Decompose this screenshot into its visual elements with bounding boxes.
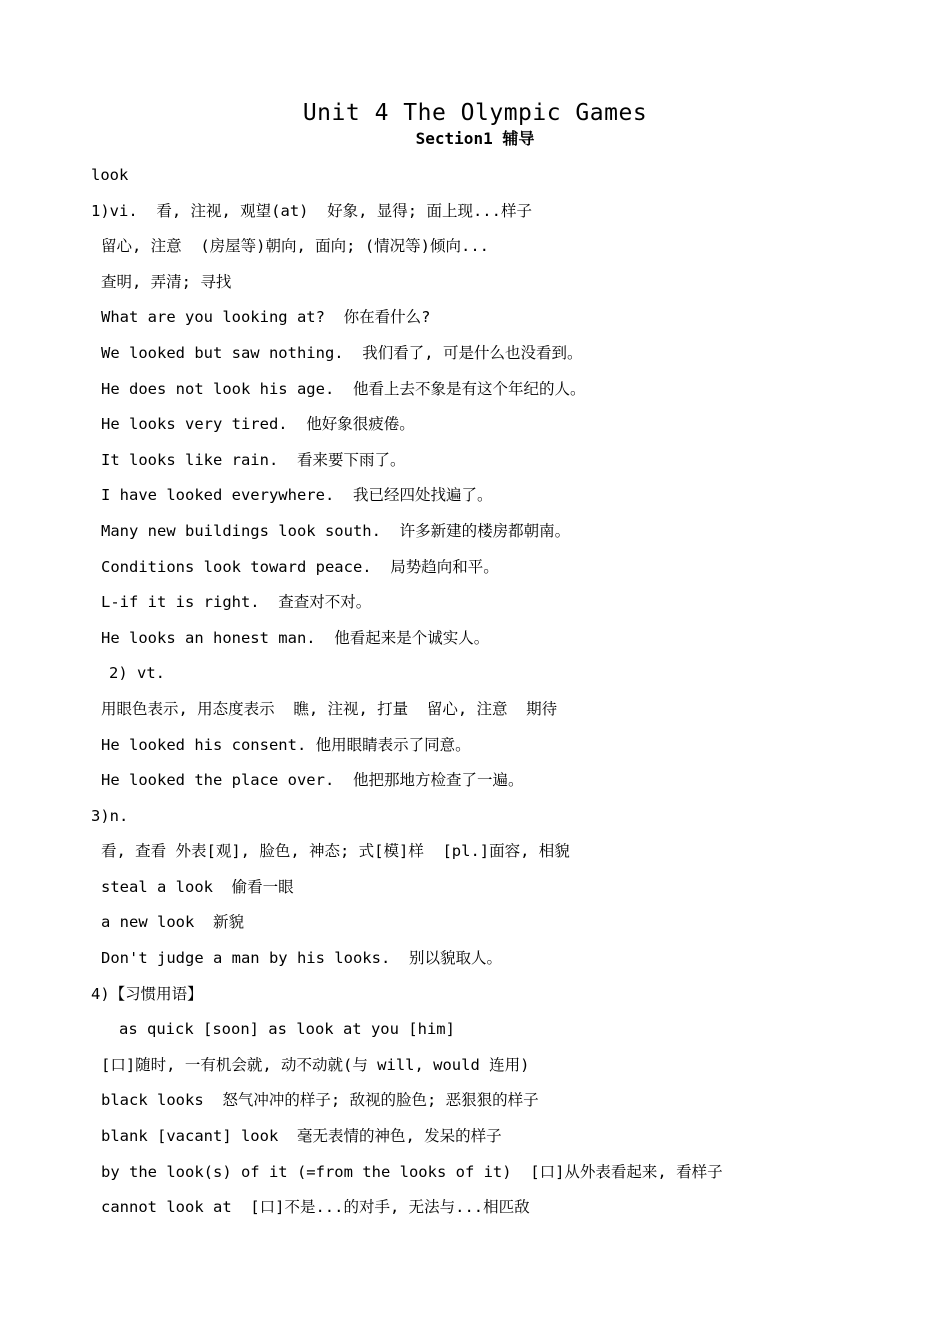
definition-line: 查明, 弄清; 寻找 [101,272,232,291]
idiom-line: blank [vacant] look 毫无表情的神色, 发呆的样子 [101,1127,502,1146]
example-line: Many new buildings look south. 许多新建的楼房都朝南。 [101,521,571,540]
example-line: We looked but saw nothing. 我们看了, 可是什么也没看到。 [101,343,583,362]
document-body [91,162,931,1230]
example-line: He looked the place over. 他把那地方检查了一遍。 [101,771,524,790]
idiom-line: by the look(s) of it (=from the looks of it) [口]从外表看起来, 看样子 [101,1162,723,1181]
sense-heading: 1)vi. 看, 注视, 观望(at) 好象, 显得; 面上现...样子 [91,201,532,220]
example-line: What are you looking at? 你在看什么? [101,308,431,327]
document-subtitle: Section1 辅导 [415,129,535,148]
idiom-line: cannot look at [口]不是...的对手, 无法与...相匹敌 [101,1198,530,1217]
example-line: steal a look 偷看一眼 [101,877,294,896]
example-line: It looks like rain. 看来要下雨了。 [101,450,406,469]
definition-line: 用眼色表示, 用态度表示 瞧, 注视, 打量 留心, 注意 期待 [101,699,558,718]
sense-heading: 4)【习惯用语】 [91,984,203,1003]
example-line: He looked his consent. 他用眼睛表示了同意。 [101,735,471,754]
sense-heading: 2) vt. [109,664,165,683]
example-line: He looks very tired. 他好象很疲倦。 [101,415,415,434]
example-line: a new look 新貌 [101,913,244,932]
sense-heading: 3)n. [91,806,129,825]
example-line: I have looked everywhere. 我已经四处找遍了。 [101,486,493,505]
definition-line: 留心, 注意 (房屋等)朝向, 面向; (情况等)倾向... [101,237,489,256]
document-title: Unit 4 The Olympic Games [302,100,648,126]
definition-line: 看, 查看 外表[观], 脸色, 神态; 式[模]样 [pl.]面容, 相貌 [101,842,570,861]
example-line: He does not look his age. 他看上去不象是有这个年纪的人。 [101,379,586,398]
headword-line: look [91,166,129,184]
idiom-line: as quick [soon] as look at you [him] [119,1020,455,1039]
example-line: Don't judge a man by his looks. 别以貌取人。 [101,949,502,968]
idiom-line: black looks 怒气冲冲的样子; 敌视的脸色; 恶狠狠的样子 [101,1091,539,1110]
example-line: L-if it is right. 查查对不对。 [101,593,372,612]
definition-line: [口]随时, 一有机会就, 动不动就(与 will, would 连用) [101,1055,530,1074]
example-line: Conditions look toward peace. 局势趋向和平。 [101,557,499,576]
example-line: He looks an honest man. 他看起来是个诚实人。 [101,628,490,647]
